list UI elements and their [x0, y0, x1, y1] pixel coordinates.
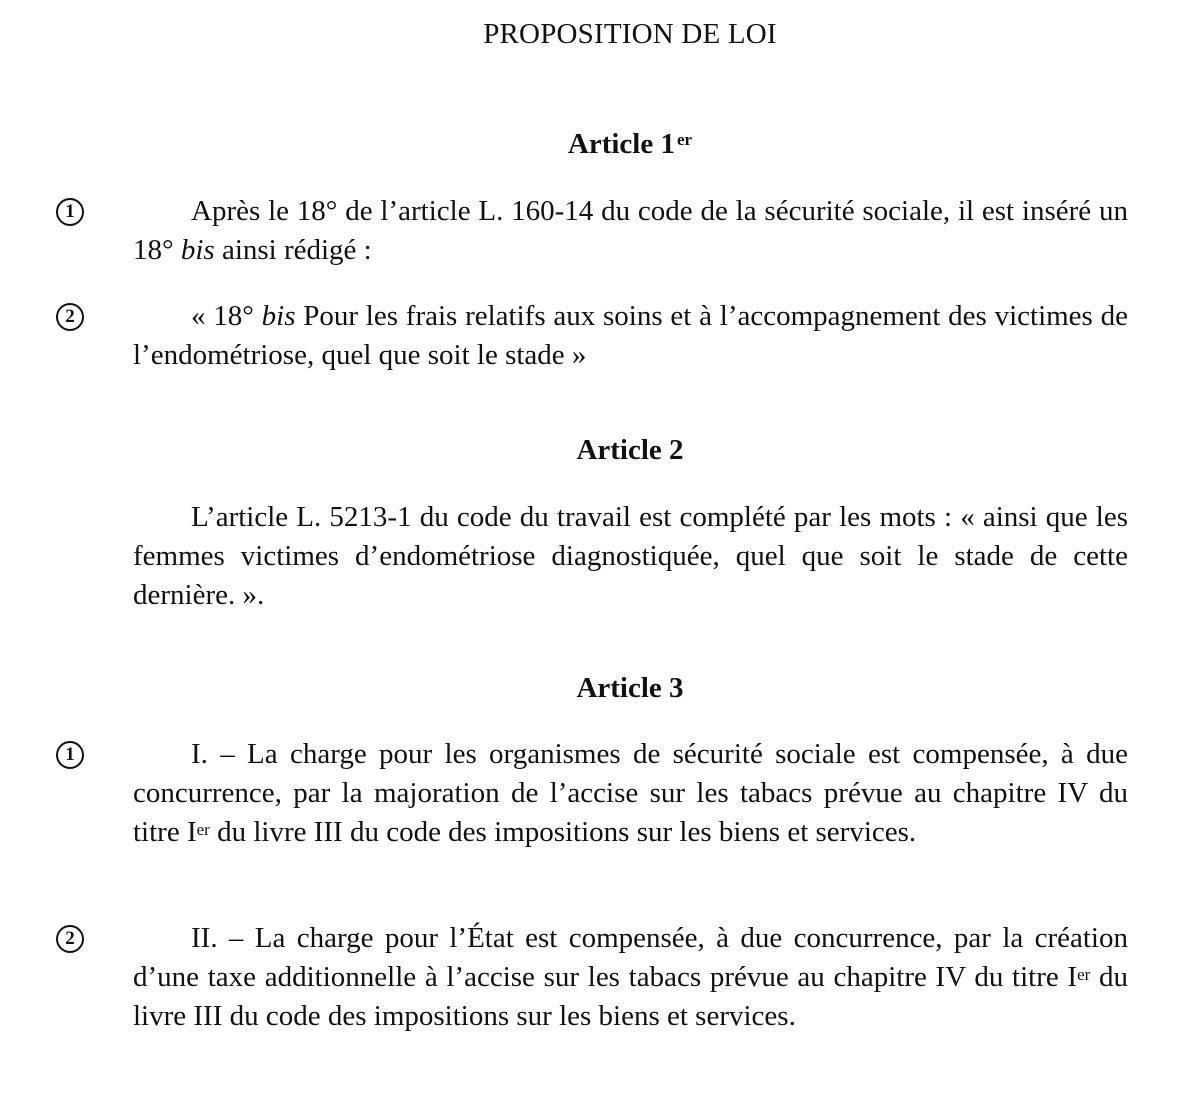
article-3-paragraph-1 [133, 735, 1128, 852]
article-1-heading [0, 126, 1200, 162]
article-1-heading-text: Article 1 [567, 128, 675, 160]
article-3-p2-text-b: du livre III du code des impositions sur les biens et services. [133, 961, 1128, 1032]
alinea-number-badge: 2 [56, 303, 84, 331]
article-2-paragraph-1: L’article L. 5213-1 du code du travail est complété par les mots : « ainsi que les femmes victimes d’endométriose diagnostiquée, quel que soit le stade de cette dernière. ». [133, 501, 1128, 611]
alinea-number-badge: 2 [56, 925, 84, 953]
article-3-p1-text-b: du livre III du code des impositions sur les biens et services. [209, 816, 917, 848]
article-3-p2-text-a: II. – La charge pour l’État est compensée, à due concurrence, par la création d’une taxe additionnelle à l’accise sur les tabacs prévue au chapitre IV du titre I [133, 922, 1128, 993]
article-1-paragraph-2 [133, 297, 1128, 375]
article-3-p1-superscript: er [196, 820, 210, 839]
article-1-paragraph-1 [133, 192, 1128, 270]
document-title: PROPOSITION DE LOI [483, 18, 777, 50]
alinea-number-badge: 1 [56, 741, 84, 769]
article-1-p2-text-b: Pour les frais relatifs aux soins et à l’accompagnement des victimes de l’endométriose, quel que soit le stade » [133, 300, 1128, 371]
article-1-p2-text-a: « 18° [191, 300, 262, 332]
article-1-p1-italic: bis [180, 234, 215, 266]
article-3-heading: Article 3 [576, 672, 684, 704]
article-3-p2-superscript: er [1077, 965, 1091, 984]
article-1-heading-superscript: er [677, 130, 693, 149]
article-3-p1-text-a: I. – La charge pour les organismes de sécurité sociale est compensée, à due concurrence, par la majoration de l’accise sur les tabacs prévue au chapitre IV du titre I [133, 738, 1128, 848]
article-1-p2-italic: bis [261, 300, 296, 332]
article-3-paragraph-2 [133, 919, 1128, 1036]
alinea-number-badge: 1 [56, 198, 84, 226]
article-1-p1-text-a: Après le 18° de l’article L. 160-14 du code de la sécurité sociale, il est inséré un 18° [133, 195, 1128, 266]
article-2-heading: Article 2 [576, 434, 684, 466]
article-1-p1-text-b: ainsi rédigé : [214, 234, 372, 266]
